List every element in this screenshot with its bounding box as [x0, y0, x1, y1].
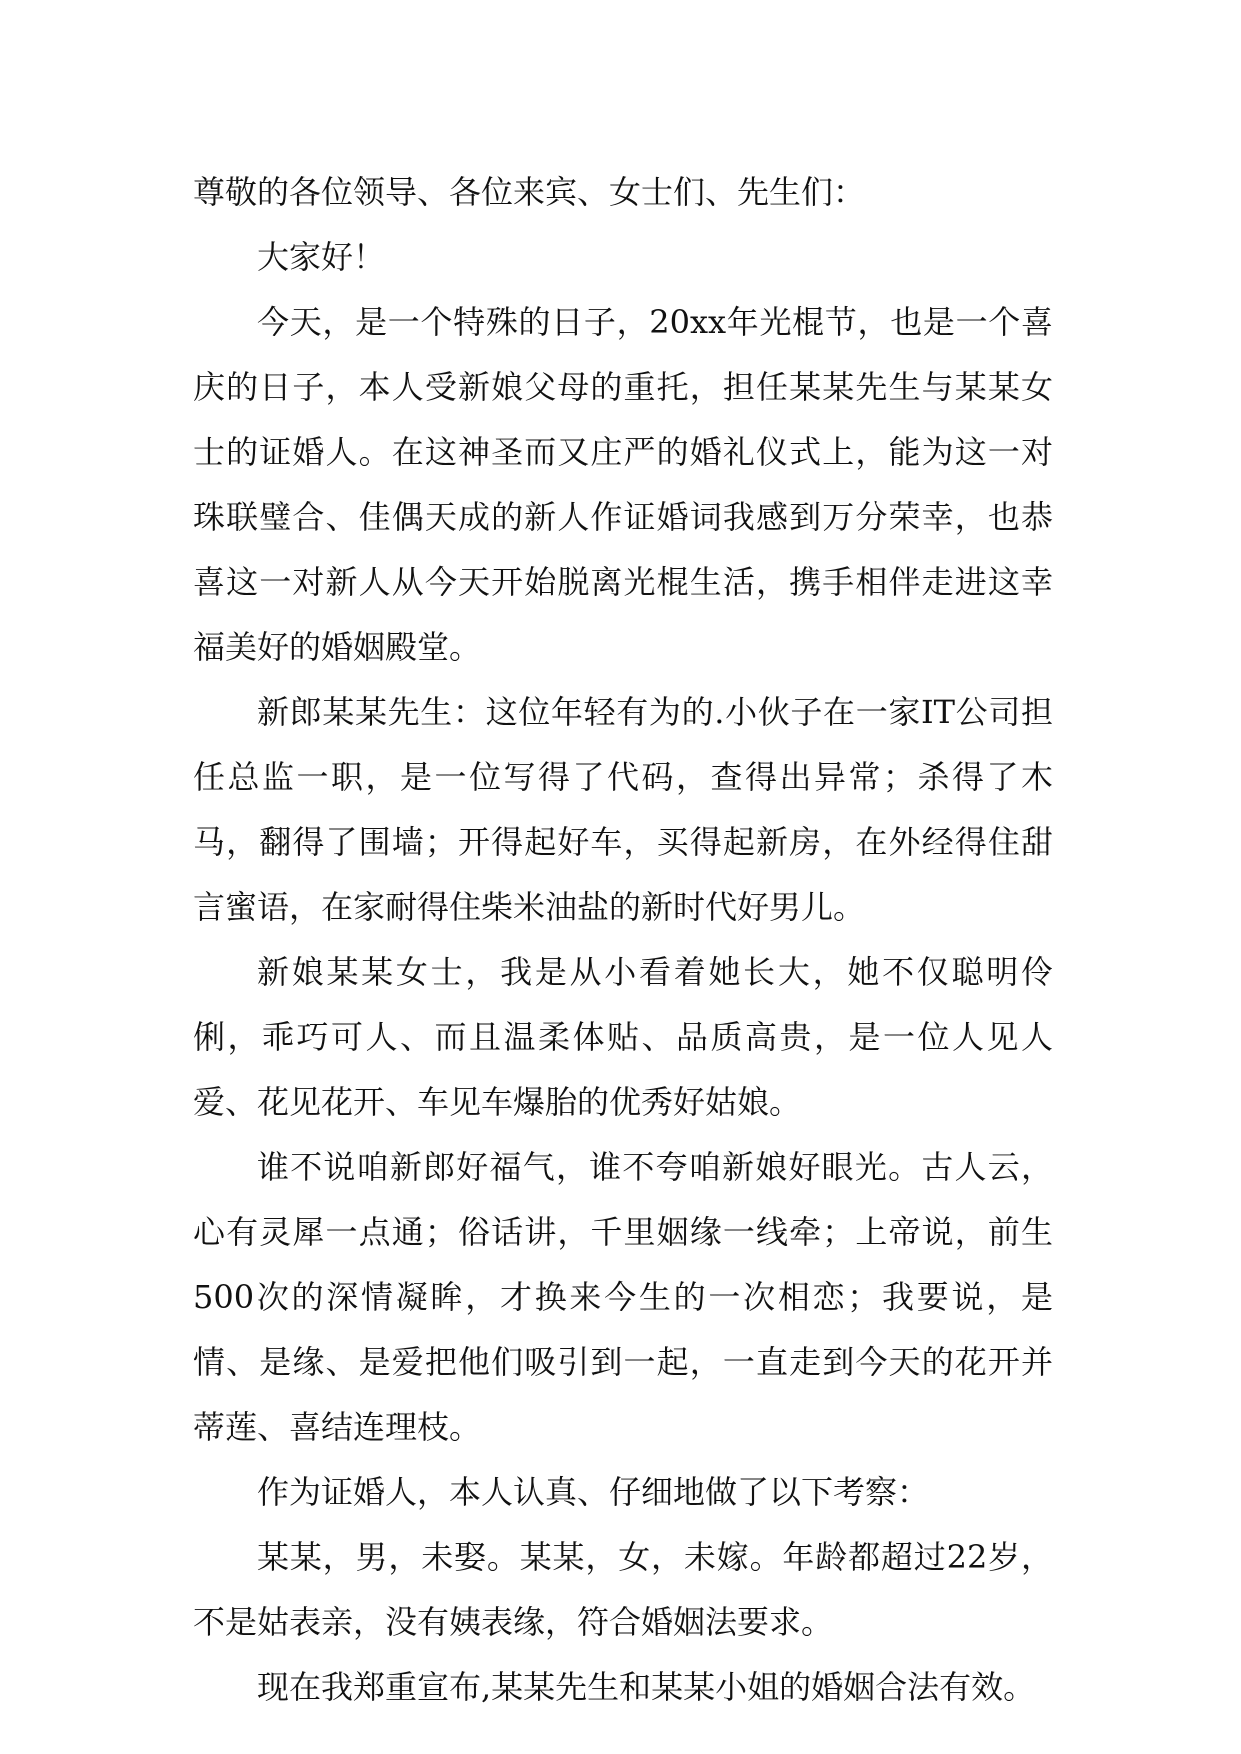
greeting-paragraph: 大家好！ [257, 238, 386, 276]
salutation: 尊敬的各位领导、各位来宾、女士们、先生们： [193, 173, 866, 211]
declaration-paragraph: 现在我郑重宣布,某某先生和某某小姐的婚姻合法有效。 [257, 1668, 1036, 1706]
blessing-paragraph: 谁不说咱新郎好福气，谁不夸咱新娘好眼光。古人云，心有灵犀一点通；俗话讲，千里姻缘一线牵；上帝说，前生500次的深情凝眸，才换来今生的一次相恋；我要说，是情、是缘、是爱把他们吸引到一起，一直走到今天的花开并蒂莲、喜结连理枝。 [193, 1148, 1053, 1446]
groom-paragraph: 新郎某某先生：这位年轻有为的.小伙子在一家IT公司担任总监一职，是一位写得了代码，查得出异常；杀得了木马，翻得了围墙；开得起好车，买得起新房，在外经得住甜言蜜语，在家耐得住柴米油盐的新时代好男儿。 [193, 693, 1053, 926]
bride-paragraph: 新娘某某女士，我是从小看着她长大，她不仅聪明伶俐，乖巧可人、而且温柔体贴、品质高贵，是一位人见人爱、花见花开、车见车爆胎的优秀好姑娘。 [193, 953, 1053, 1121]
findings-paragraph: 某某，男，未娶。某某，女，未嫁。年龄都超过22岁，不是姑表亲，没有姨表缘，符合婚姻法要求。 [193, 1538, 1053, 1641]
intro-paragraph: 今天，是一个特殊的日子，20xx年光棍节，也是一个喜庆的日子，本人受新娘父母的重托，担任某某先生与某某女士的证婚人。在这神圣而又庄严的婚礼仪式上，能为这一对珠联璧合、佳偶天成的新人作证婚词我感到万分荣幸，也恭喜这一对新人从今天开始脱离光棍生活，携手相伴走进这幸福美好的婚姻殿堂。 [193, 303, 1053, 666]
inspection-paragraph: 作为证婚人，本人认真、仔细地做了以下考察： [257, 1473, 930, 1511]
document-page [193, 160, 1053, 1720]
